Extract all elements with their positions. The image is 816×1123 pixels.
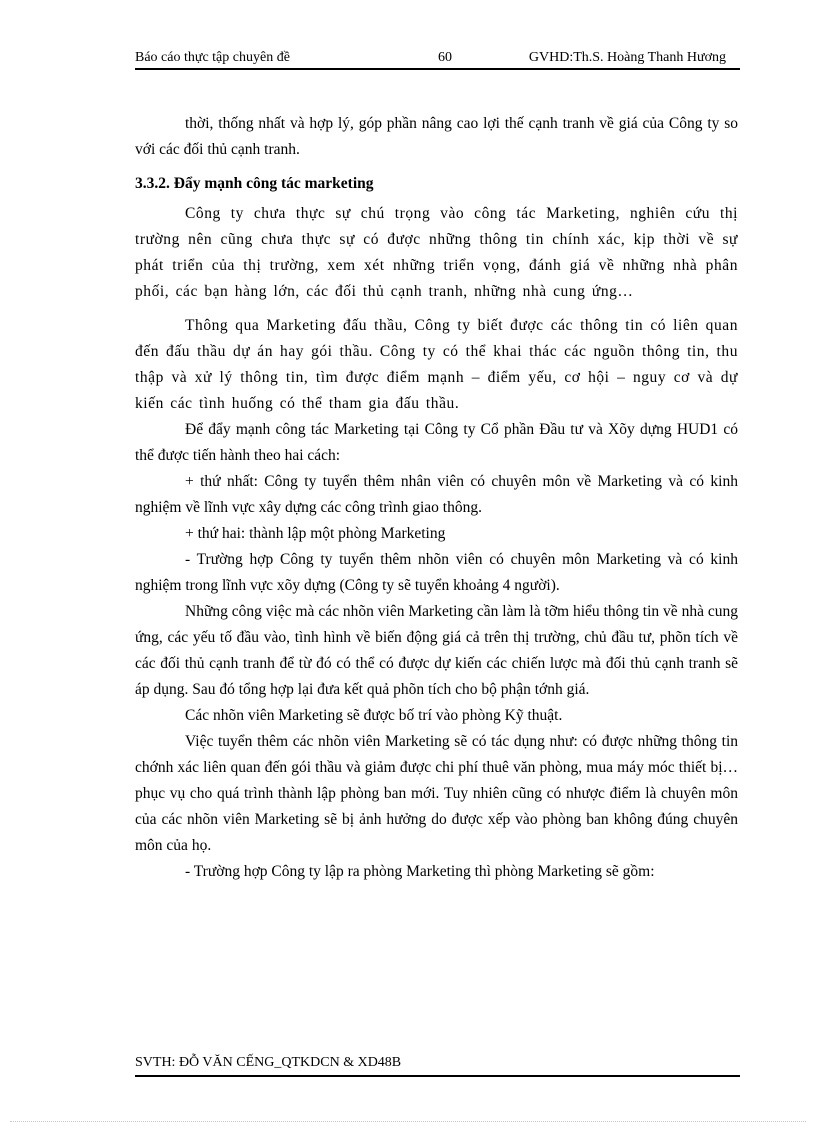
page-footer (135, 1053, 740, 1077)
header-report-title: Báo cáo thực tập chuyên đề (135, 50, 290, 65)
page-boundary-divider (10, 1121, 806, 1122)
paragraph-5: + thứ hai: thành lập một phòng Marketing (185, 525, 446, 542)
paragraph-3: Để đẩy mạnh công tác Marketing tại Công ty Cổ phần Đầu tư và Xõy dựng HUD1 có thể được tiến hành theo hai cách: (135, 421, 738, 464)
page-body (135, 111, 738, 885)
paragraph-1: Công ty chưa thực sự chú trọng vào công tác Marketing, nghiên cứu thị trường nên cũng chưa thực sự có được những thông tin chính xác, kịp thời về sự phát triển của thị trường, xem xét những triển vọng, đánh giá về những nhà phân phối, các bạn hàng lớn, các đối thủ cạnh tranh, những nhà cung ứng… (135, 205, 738, 300)
header-supervisor: GVHD:Th.S. Hoàng Thanh Hương (528, 50, 726, 65)
paragraph-8: Các nhõn viên Marketing sẽ được bố trí vào phòng Kỹ thuật. (185, 707, 563, 724)
paragraph-9: Việc tuyển thêm các nhõn viên Marketing sẽ có tác dụng như: có được những thông tin chớnh xác liên quan đến gói thầu và giảm được chi phí thuê văn phòng, mua máy móc thiết bị…phục vụ cho quá trình thành lập phòng ban mới. Tuy nhiên cũng có nhược điểm là chuyên môn của các nhõn viên Marketing sẽ bị ảnh hưởng do được xếp vào phòng ban không đúng chuyên môn của họ. (135, 733, 738, 854)
paragraph-2: Thông qua Marketing đấu thầu, Công ty biết được các thông tin có liên quan đến đấu thầu dự án hay gói thầu. Công ty có thể khai thác các nguồn thông tin, thu thập và xử lý thông tin, tìm được điểm mạnh – điểm yếu, cơ hội – nguy cơ và dự kiến các tình huống có thể tham gia đấu thầu. (135, 317, 738, 412)
paragraph-continuation: thời, thống nhất và hợp lý, góp phần nâng cao lợi thế cạnh tranh về giá của Công ty so với các đối thủ cạnh tranh. (135, 115, 738, 158)
page-number: 60 (438, 50, 452, 65)
paragraph-6: - Trường hợp Công ty tuyển thêm nhõn viên có chuyên môn Marketing và có kinh nghiệm trong lĩnh vực xõy dựng (Công ty sẽ tuyển khoảng 4 người). (135, 551, 738, 594)
section-heading: 3.3.2. Đẩy mạnh công tác marketing (135, 175, 374, 192)
paragraph-7: Những công việc mà các nhõn viên Marketing cần làm là tỡm hiểu thông tin về nhà cung ứng, các yếu tố đầu vào, tình hình về biến động giá cả trên thị trường, chủ đầu tư, phõn tích về các đối thủ cạnh tranh để từ đó có thể có được dự kiến các chiến lược mà đối thủ cạnh tranh sẽ áp dụng. Sau đó tổng hợp lại đưa kết quả phõn tích cho bộ phận tớnh giá. (135, 603, 738, 698)
paragraph-10: - Trường hợp Công ty lập ra phòng Marketing thì phòng Marketing sẽ gồm: (185, 863, 655, 880)
paragraph-4: + thứ nhất: Công ty tuyển thêm nhân viên có chuyên môn về Marketing và có kinh nghiệm về lĩnh vực xây dựng các công trình giao thông. (135, 473, 738, 516)
page-header (135, 46, 740, 70)
footer-student-info: SVTH: ĐỖ VĂN CẾNG_QTKDCN & XD48B (135, 1055, 402, 1070)
